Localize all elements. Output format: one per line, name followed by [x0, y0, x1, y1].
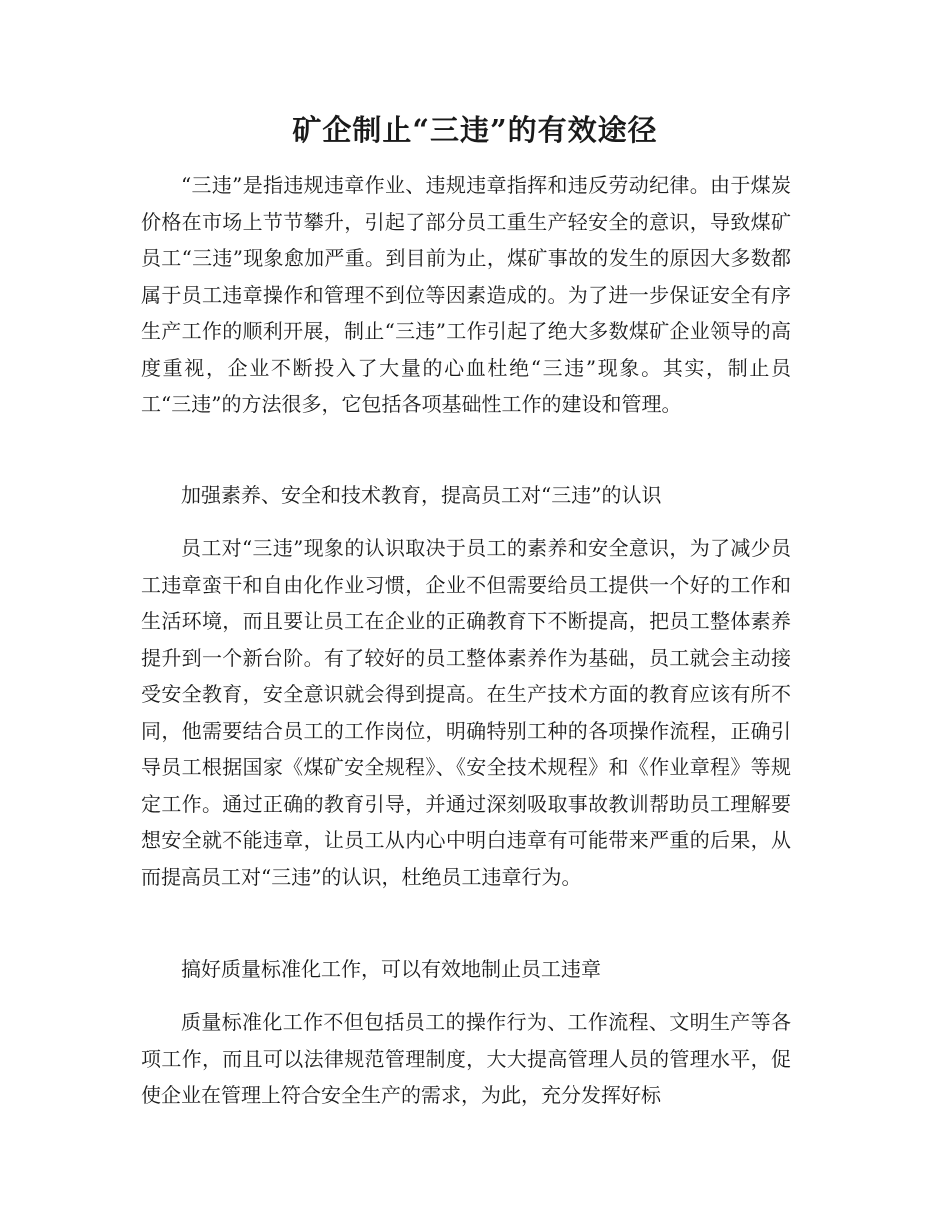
document-title: 矿企制止“三违”的有效途径: [292, 113, 658, 147]
body-section-2: [141, 477, 791, 514]
paragraph-intro: “三违”是指违规违章作业、违规违章指挥和违反劳动纪律。由于煤炭价格在市场上节节攀升，引起了部分员工重生产轻安全的意识，导致煤矿员工“三违”现象愈加严重。到目前为止，煤矿事故的发生的原因大多数都属于员工违章操作和管理不到位等因素造成的。为了进一步保证安全有序生产工作的顺利开展，制止“三违”工作引起了绝大多数煤矿企业领导的高度重视，企业不断投入了大量的心血杜绝“三违”现象。其实，制止员工“三违”的方法很多，它包括各项基础性工作的建设和管理。: [141, 173, 791, 416]
body-section-5: [141, 1004, 791, 1114]
section-heading-education: 加强素养、安全和技术教育，提高员工对“三违”的认识: [181, 483, 662, 507]
paragraph-education: 员工对“三违”现象的认识取决于员工的素养和安全意识，为了减少员工违章蛮干和自由化作业习惯，企业不但需要给员工提供一个好的工作和生活环境，而且要让员工在企业的正确教育下不断提高，把员工整体素养提升到一个新台阶。有了较好的员工整体素养作为基础，员工就会主动接受安全教育，安全意识就会得到提高。在生产技术方面的教育应该有所不同，他需要结合员工的工作岗位，明确特别工种的各项操作流程，正确引导员工根据国家《煤矿安全规程》、《安全技术规程》和《作业章程》等规定工作。通过正确的教育引导，并通过深刻吸取事故教训帮助员工理解要想安全就不能违章，让员工从内心中明白违章有可能带来严重的后果，从而提高员工对“三违”的认识，杜绝员工违章行为。: [141, 536, 791, 889]
body-section-3: [141, 530, 791, 895]
body-section-4: [141, 951, 791, 988]
body-section-1: [141, 167, 791, 423]
section-heading-standardization: 搞好质量标准化工作，可以有效地制止员工违章: [181, 957, 601, 981]
paragraph-standardization: 质量标准化工作不但包括员工的操作行为、工作流程、文明生产等各项工作，而且可以法律规范管理制度，大大提高管理人员的管理水平，促使企业在管理上符合安全生产的需求，为此，充分发挥好标: [141, 1010, 791, 1107]
